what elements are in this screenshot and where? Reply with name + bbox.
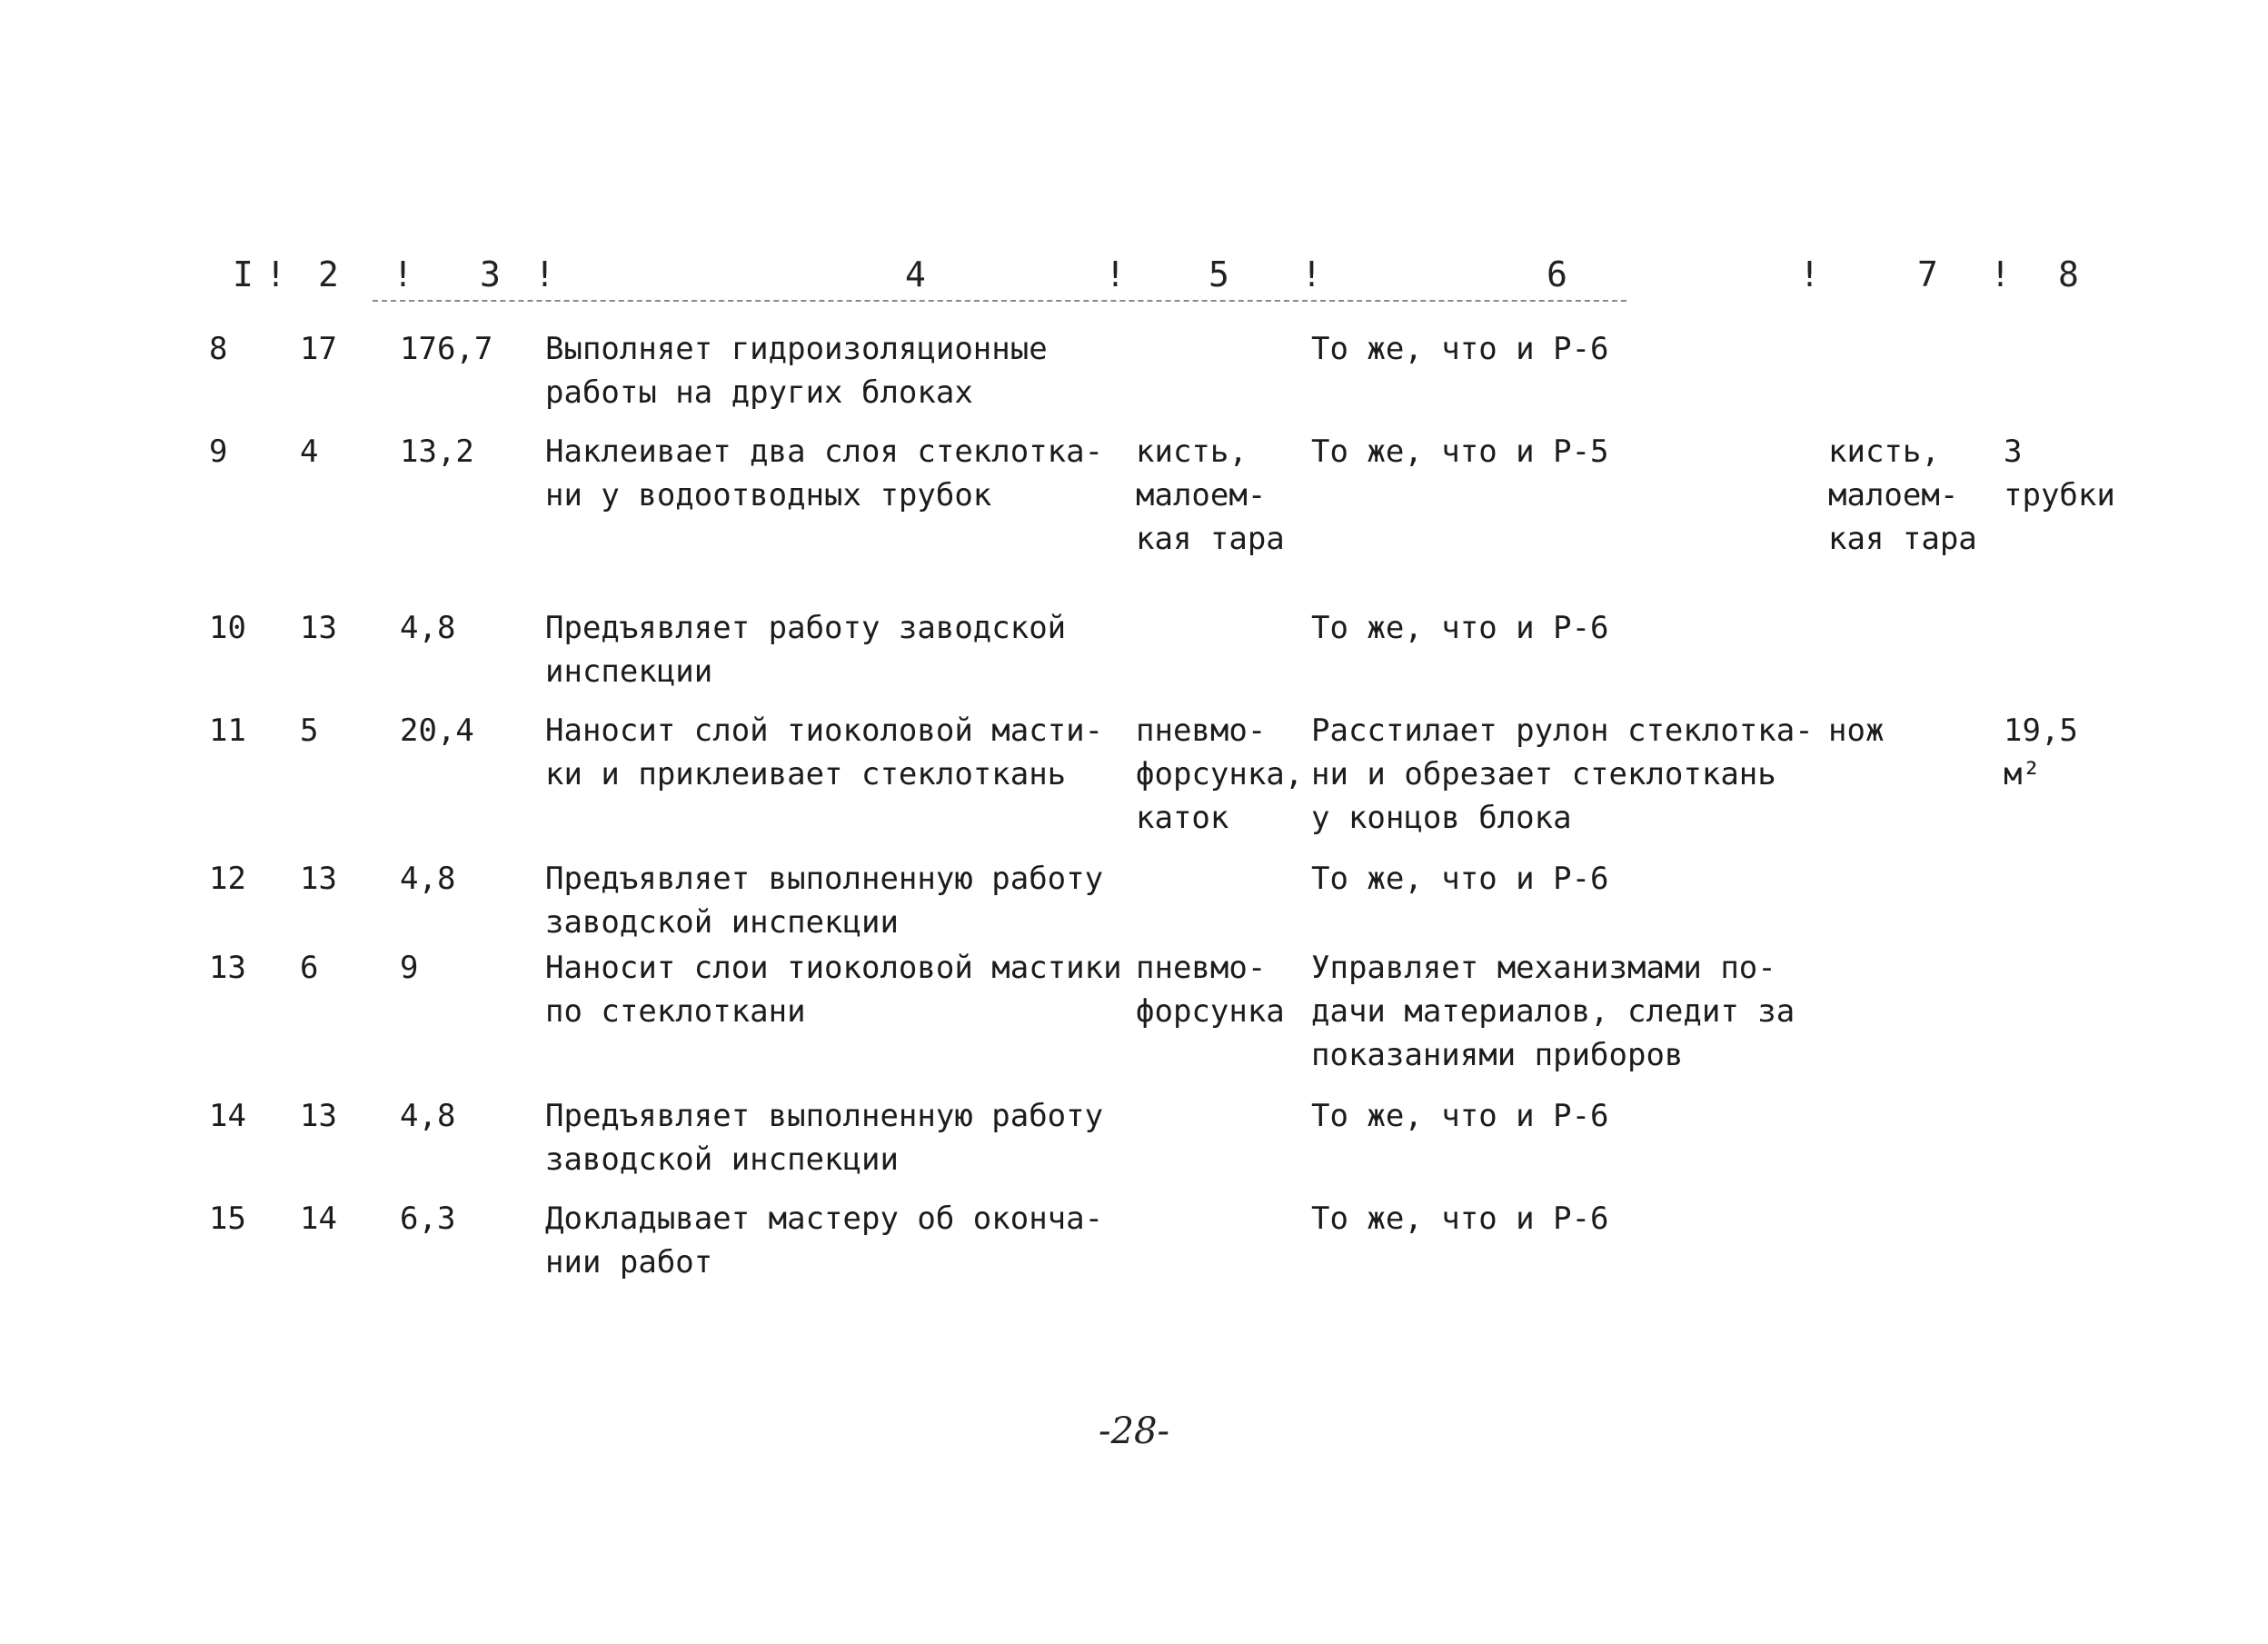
header-col-8: 8 bbox=[2058, 254, 2079, 294]
cell-col-2: 6 bbox=[300, 950, 319, 986]
cell-operation: Наносит слои тиоколовой мастики по стеклоткани bbox=[545, 950, 1122, 1030]
cell-operation-2: То же, что и Р-5 bbox=[1311, 433, 1609, 470]
cell-operation-2: То же, что и Р-6 bbox=[1311, 1201, 1609, 1237]
cell-tools-2: нож bbox=[1828, 712, 1885, 749]
cell-col-3: 6,3 bbox=[400, 1201, 456, 1237]
cell-operation: Наносит слой тиоколовой масти- ки и приклеивает стеклоткань bbox=[545, 712, 1104, 792]
cell-col-2: 13 bbox=[300, 610, 337, 646]
header-separator: ! bbox=[1105, 254, 1126, 294]
cell-col-3: 9 bbox=[400, 950, 419, 986]
header-col-4: 4 bbox=[905, 254, 926, 294]
cell-operation: Наклеивает два слоя стеклотка- ни у водоотводных трубок bbox=[545, 433, 1104, 513]
cell-step-number: 10 bbox=[209, 610, 246, 646]
cell-operation: Выполняет гидроизоляционные работы на других блоках bbox=[545, 331, 1048, 411]
cell-col-2: 14 bbox=[300, 1201, 337, 1237]
header-col-6: 6 bbox=[1547, 254, 1567, 294]
cell-tools: пневмо- форсунка, каток bbox=[1136, 712, 1304, 836]
cell-tools: кисть, малоем- кая тара bbox=[1136, 433, 1285, 557]
cell-col-3: 4,8 bbox=[400, 861, 456, 897]
cell-col-3: 4,8 bbox=[400, 1098, 456, 1134]
header-col-2: 2 bbox=[318, 254, 339, 294]
header-separator: ! bbox=[1799, 254, 1820, 294]
cell-step-number: 8 bbox=[209, 331, 228, 367]
cell-operation-2: То же, что и Р-6 bbox=[1311, 331, 1609, 367]
header-separator: ! bbox=[534, 254, 555, 294]
cell-step-number: 11 bbox=[209, 712, 246, 749]
cell-operation: Докладывает мастеру об оконча- нии работ bbox=[545, 1201, 1104, 1280]
cell-volume: 19,5 м² bbox=[2004, 712, 2078, 792]
cell-col-2: 13 bbox=[300, 1098, 337, 1134]
header-col-5: 5 bbox=[1209, 254, 1229, 294]
cell-operation-2: Расстилает рулон стеклотка- ни и обрезает стеклоткань у концов блока bbox=[1311, 712, 1814, 836]
cell-step-number: 12 bbox=[209, 861, 246, 897]
cell-operation-2: Управляет механизмами по- дачи материалов, следит за показаниями приборов bbox=[1311, 950, 1796, 1073]
cell-tools: пневмо- форсунка bbox=[1136, 950, 1285, 1030]
cell-step-number: 9 bbox=[209, 433, 228, 470]
cell-col-2: 13 bbox=[300, 861, 337, 897]
cell-volume: 3 трубки bbox=[2004, 433, 2115, 513]
cell-operation: Предъявляет работу заводской инспекции bbox=[545, 610, 1067, 690]
cell-col-3: 176,7 bbox=[400, 331, 493, 367]
cell-tools-2: кисть, малоем- кая тара bbox=[1828, 433, 1977, 557]
cell-step-number: 15 bbox=[209, 1201, 246, 1237]
cell-col-3: 13,2 bbox=[400, 433, 474, 470]
cell-operation: Предъявляет выполненную работу заводской инспекции bbox=[545, 1098, 1104, 1178]
cell-col-2: 17 bbox=[300, 331, 337, 367]
header-separator: ! bbox=[265, 254, 286, 294]
cell-col-2: 5 bbox=[300, 712, 319, 749]
header-col-3: 3 bbox=[480, 254, 501, 294]
cell-step-number: 14 bbox=[209, 1098, 246, 1134]
cell-operation: Предъявляет выполненную работу заводской инспекции bbox=[545, 861, 1104, 941]
page-number: -28- bbox=[1099, 1410, 1169, 1452]
header-col-1: I bbox=[233, 254, 254, 294]
header-col-7: 7 bbox=[1917, 254, 1938, 294]
cell-operation-2: То же, что и Р-6 bbox=[1311, 861, 1609, 897]
cell-operation-2: То же, что и Р-6 bbox=[1311, 1098, 1609, 1134]
header-separator: ! bbox=[393, 254, 413, 294]
header-separator: ! bbox=[1301, 254, 1322, 294]
cell-operation-2: То же, что и Р-6 bbox=[1311, 610, 1609, 646]
header-separator: ! bbox=[1990, 254, 2011, 294]
cell-col-3: 20,4 bbox=[400, 712, 474, 749]
cell-col-2: 4 bbox=[300, 433, 319, 470]
cell-col-3: 4,8 bbox=[400, 610, 456, 646]
header-divider bbox=[373, 300, 1626, 302]
cell-step-number: 13 bbox=[209, 950, 246, 986]
